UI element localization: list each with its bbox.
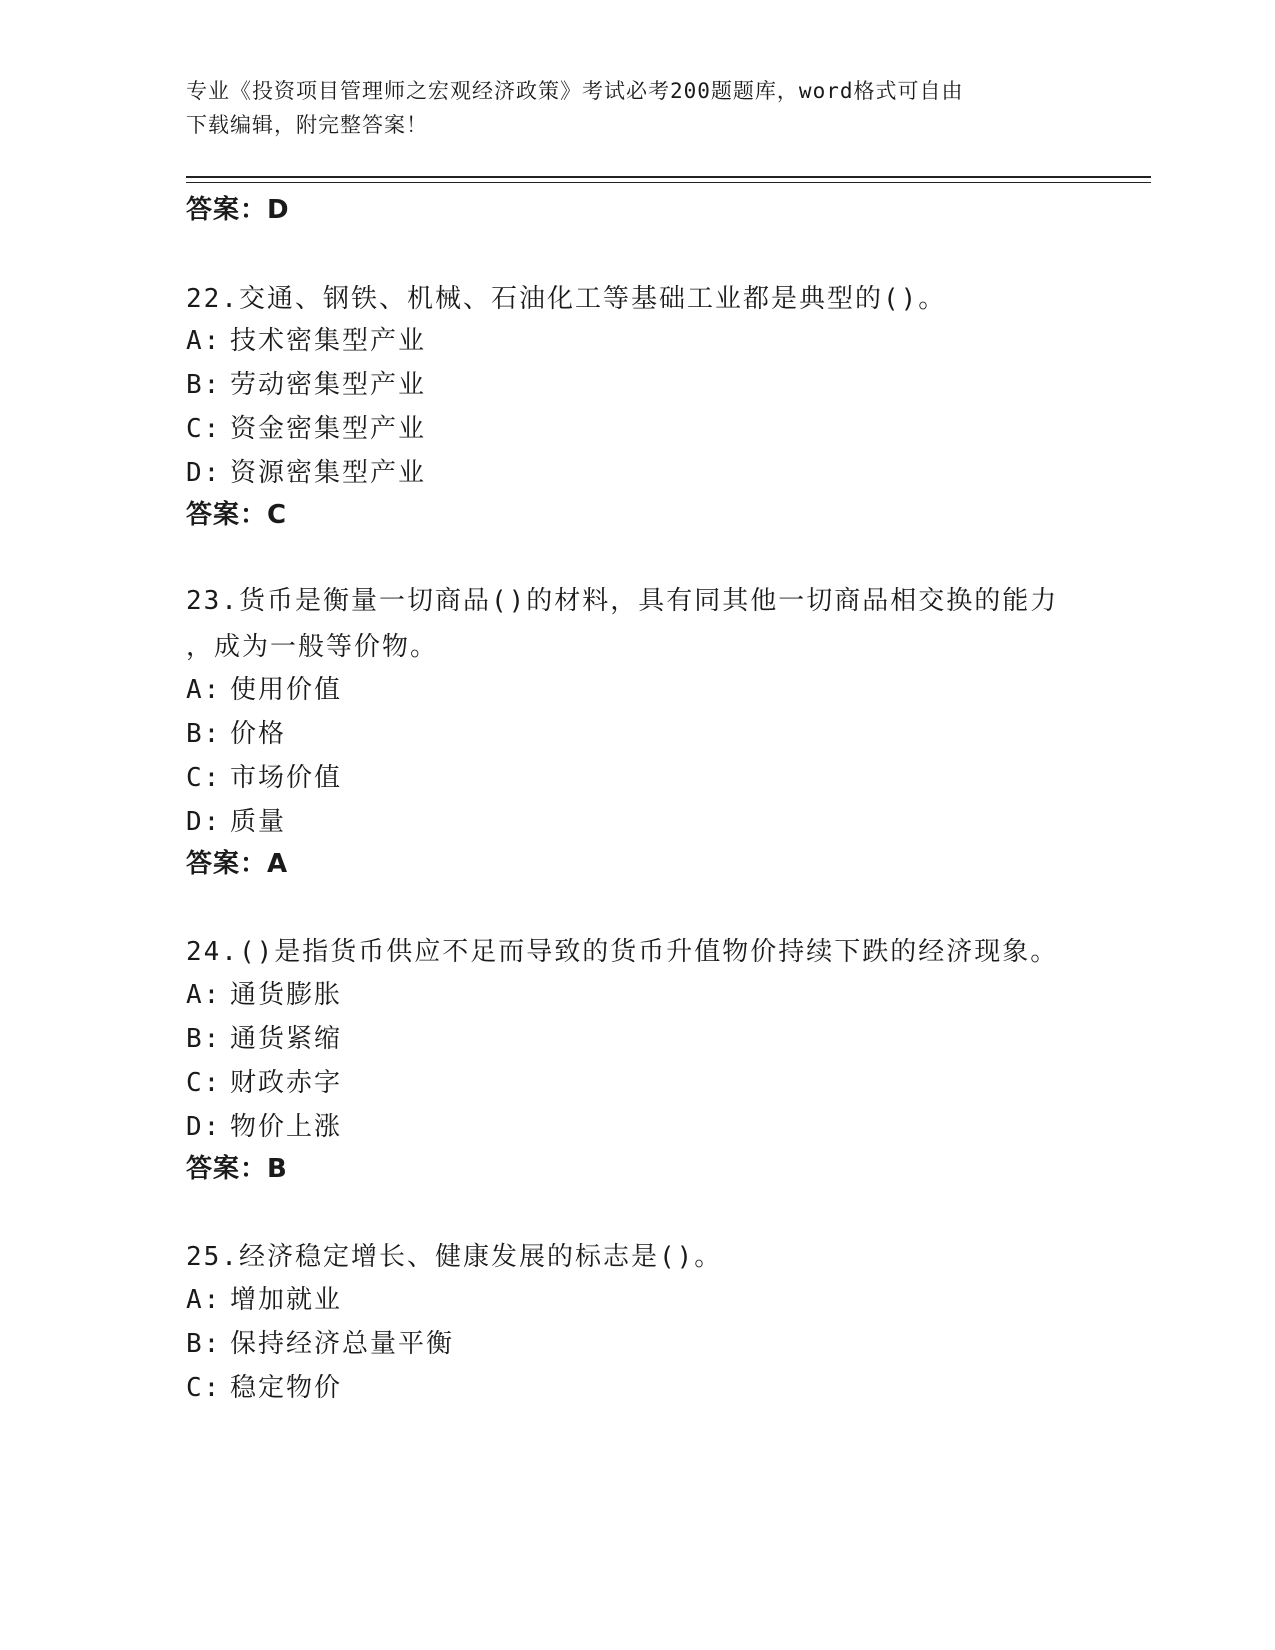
option-key: C: [186,1068,222,1098]
question-22: 22.交通、钢铁、机械、石油化工等基础工业都是典型的()。 [186,284,947,314]
question-24: 24.()是指货币供应不足而导致的货币升值物价持续下跌的经济现象。 [186,937,1059,967]
header-line-2: 下载编辑，附完整答案！ [186,113,428,137]
option-d [186,801,286,838]
question-25: 25.经济稳定增长、健康发展的标志是()。 [186,1242,723,1272]
answer-label: 答案：C [186,500,288,530]
answer-label: 答案：B [186,1154,288,1184]
option-key: C: [186,763,222,793]
option-d [186,1106,342,1143]
header-line-1: 专业《投资项目管理师之宏观经济政策》考试必考200题题库，word格式可自由 [186,79,964,103]
option-key: C: [186,1373,222,1403]
option-key: B: [186,719,222,749]
answer-label: 答案：D [186,195,290,225]
question-line: 23.货币是衡量一切商品()的材料，具有同其他一切商品相交换的能力 [186,586,1059,616]
option-text: 稳定物价 [230,1373,343,1403]
option-b [186,1323,454,1360]
option-text: 物价上涨 [230,1112,343,1142]
option-a [186,320,426,357]
option-b [186,713,286,750]
option-text: 财政赤字 [230,1068,343,1098]
option-text: 通货膨胀 [230,980,343,1010]
option-b [186,1018,342,1055]
question-23 [186,578,1086,670]
option-d [186,452,426,489]
option-text: 保持经济总量平衡 [230,1329,455,1359]
option-a [186,669,342,706]
option-key: D: [186,1112,222,1142]
option-key: A: [186,326,222,356]
option-a [186,1279,342,1316]
option-key: B: [186,1024,222,1054]
header-divider [186,176,1151,178]
question-line: ，成为一般等价物。 [186,632,439,662]
option-key: A: [186,980,222,1010]
option-text: 通货紧缩 [230,1024,343,1054]
option-text: 资源密集型产业 [230,458,427,488]
option-text: 市场价值 [230,763,343,793]
option-key: D: [186,458,222,488]
option-text: 资金密集型产业 [230,414,427,444]
option-key: B: [186,1329,222,1359]
document-header [186,74,1086,142]
option-text: 增加就业 [230,1285,343,1315]
option-b [186,364,426,401]
answer-label: 答案：A [186,849,289,879]
option-key: A: [186,675,222,705]
option-c [186,1367,342,1404]
option-key: D: [186,807,222,837]
option-key: C: [186,414,222,444]
option-text: 质量 [230,807,287,837]
option-key: A: [186,1285,222,1315]
header-divider-thin [186,182,1151,183]
option-c [186,408,426,445]
option-text: 使用价值 [230,675,343,705]
option-text: 价格 [230,719,287,749]
option-text: 技术密集型产业 [230,326,427,356]
option-c [186,1062,342,1099]
option-a [186,974,342,1011]
option-key: B: [186,370,222,400]
option-text: 劳动密集型产业 [230,370,427,400]
option-c [186,757,342,794]
